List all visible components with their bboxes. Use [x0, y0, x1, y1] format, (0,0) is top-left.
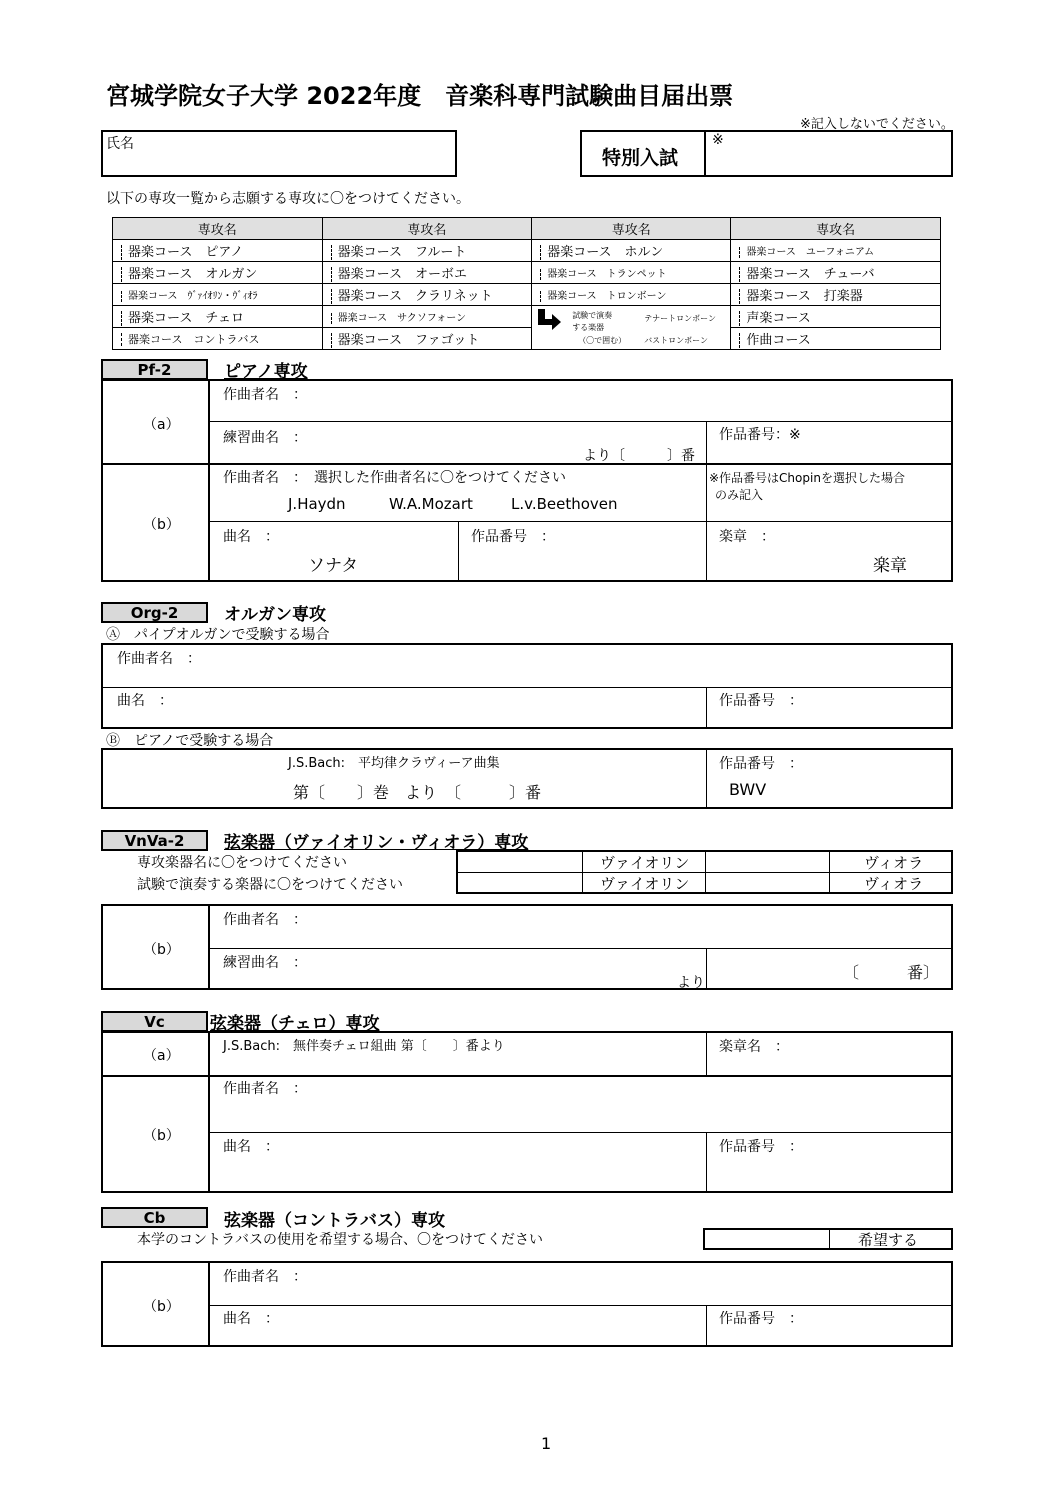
cello-composer-field[interactable]: 作曲者名 ： [223, 1081, 307, 1097]
movement-suffix: 楽章 [873, 556, 907, 576]
sonata-label: ソナタ [308, 556, 359, 576]
major-oboe[interactable]: 器楽コース オーボエ [322, 262, 532, 284]
cello-movement-field[interactable]: 楽章名 ： [719, 1039, 789, 1055]
trombone-note-3: （〇で囲む） [578, 336, 627, 345]
cello-opus-field[interactable]: 作品番号 ： [719, 1139, 803, 1155]
major-contrabass[interactable]: 器楽コース コントラバス [113, 328, 323, 350]
major-viola-option[interactable]: ヴィオラ [864, 854, 924, 872]
violin-yori: より [677, 975, 705, 991]
composer-mozart[interactable]: W.A.Mozart [389, 495, 473, 513]
bass-opus-field[interactable]: 作品番号 ： [719, 1311, 803, 1327]
violin-etude-field[interactable]: 練習曲名 ： [223, 955, 307, 971]
name-label: 氏名 [106, 136, 134, 152]
majors-table [112, 217, 941, 350]
piano-table [101, 379, 953, 582]
cello-table [101, 1031, 953, 1193]
major-euphonium[interactable]: 器楽コース ユーフォニアム [731, 240, 941, 262]
page-title: 宮城学院女子大学 2022年度 音楽科専門試験曲目届出票 [106, 82, 734, 110]
name-field[interactable] [101, 130, 457, 177]
trombone-note-2: する楽器 [572, 323, 605, 332]
major-clarinet[interactable]: 器楽コース クラリネット [322, 284, 532, 306]
organ-case-b: Ⓑ ピアノで受験する場合 [106, 733, 274, 749]
exam-viola-option[interactable]: ヴィオラ [864, 875, 924, 893]
bass-trombone-option[interactable]: バストロンボーン [644, 336, 709, 345]
major-piano[interactable]: 器楽コース ピアノ [113, 240, 323, 262]
organ-volume-field[interactable]: 第〔 〕巻 より 〔 〕番 [293, 783, 542, 802]
bass-table [101, 1261, 953, 1347]
violin-tag: VnVa-2 [101, 830, 208, 851]
header-cell: 専攻名 [113, 218, 323, 240]
organ-opus-field[interactable]: 作品番号 ： [719, 693, 803, 709]
major-percussion[interactable]: 器楽コース 打楽器 [731, 284, 941, 306]
bass-composer-field[interactable]: 作曲者名 ： [223, 1269, 307, 1285]
piano-a-label: （a） [143, 417, 180, 433]
special-exam-label: 特別入試 [602, 147, 679, 169]
major-violin-viola[interactable]: 器楽コース ｳﾞｧｲｵﾘﾝ・ｳﾞｨｵﾗ [113, 284, 323, 306]
bass-b-label: （b） [143, 1299, 180, 1315]
major-cello[interactable]: 器楽コース チェロ [113, 306, 323, 328]
exam-violin-option[interactable]: ヴァイオリン [600, 875, 690, 893]
organ-tag: Org-2 [101, 602, 208, 623]
bass-piece-field[interactable]: 曲名 ： [223, 1311, 279, 1327]
organ-bach-label: J.S.Bach: 平均律クラヴィーア曲集 [288, 756, 500, 771]
major-trumpet[interactable]: 器楽コース トランペット [532, 262, 731, 284]
instruction: 以下の専攻一覧から志願する専攻に〇をつけてください。 [106, 191, 470, 207]
major-composition[interactable]: 作曲コース [731, 328, 941, 350]
piano-section-title: ピアノ専攻 [224, 362, 308, 382]
trombone-instrument-select[interactable] [532, 306, 731, 350]
composer-haydn[interactable]: J.Haydn [288, 495, 346, 513]
piano-etude-field[interactable]: 練習曲名 ： [223, 430, 307, 446]
header-cell: 専攻名 [322, 218, 532, 240]
no-entry-note: ※記入しないでください。 [800, 117, 954, 132]
major-violin-option[interactable]: ヴァイオリン [600, 854, 690, 872]
major-bassoon[interactable]: 器楽コース ファゴット [322, 328, 532, 350]
cello-bach-field[interactable]: J.S.Bach: 無伴奏チェロ組曲 第〔 〕番より [223, 1039, 505, 1054]
piano-b-label: （b） [143, 517, 180, 533]
cello-tag: Vc [101, 1011, 208, 1032]
cello-b-label: （b） [143, 1128, 180, 1144]
major-saxophone[interactable]: 器楽コース サクソフォーン [322, 306, 532, 328]
organ-a-table [101, 643, 953, 729]
bwv-label: BWV [729, 780, 767, 799]
piano-piece-field[interactable]: 曲名 ： [223, 529, 279, 545]
piano-tag: Pf-2 [101, 359, 208, 380]
bass-section-title: 弦楽器（コントラバス）専攻 [224, 1211, 445, 1231]
major-vocal[interactable]: 声楽コース [731, 306, 941, 328]
piano-movement-field[interactable]: 楽章 ： [719, 529, 775, 545]
wish-option[interactable]: 希望する [858, 1231, 919, 1249]
bass-wish-box[interactable] [703, 1228, 953, 1250]
violin-b-label: （b） [143, 942, 180, 958]
organ-opus-b-field[interactable]: 作品番号 ： [719, 756, 803, 772]
violin-table [101, 904, 953, 990]
opus-note-1: ※作品番号はChopinを選択した場合 [709, 471, 905, 485]
header-cell: 専攻名 [532, 218, 731, 240]
bass-tag: Cb [101, 1207, 208, 1228]
organ-section-title: オルガン専攻 [224, 605, 326, 625]
special-exam-mark: ※ [712, 132, 724, 148]
violin-select-table [456, 850, 953, 894]
organ-composer-field[interactable]: 作曲者名 ： [117, 651, 201, 667]
organ-piece-field[interactable]: 曲名 ： [117, 693, 173, 709]
bass-question: 本学のコントラバスの使用を希望する場合、〇をつけてください [137, 1232, 543, 1248]
major-flute[interactable]: 器楽コース フルート [322, 240, 532, 262]
composer-beethoven[interactable]: L.v.Beethoven [511, 495, 618, 513]
trombone-note-1: 試験で演奏 [572, 311, 613, 320]
piano-composer-field[interactable]: 作曲者名 ： [223, 387, 307, 403]
special-exam-box [580, 130, 953, 177]
tenor-trombone-option[interactable]: テナートロンボーン [644, 314, 717, 323]
page-number: 1 [541, 1434, 552, 1453]
violin-q1: 専攻楽器名に〇をつけてください [137, 855, 347, 871]
violin-section-title: 弦楽器（ヴァイオリン・ヴィオラ）専攻 [224, 833, 529, 853]
violin-q2: 試験で演奏する楽器に〇をつけてください [137, 877, 403, 893]
cello-a-label: （a） [143, 1048, 180, 1064]
opus-note-2: のみ記入 [715, 488, 764, 502]
cello-section-title: 弦楽器（チェロ）専攻 [210, 1014, 380, 1034]
violin-number-field[interactable]: 〔 番〕 [843, 963, 940, 982]
cello-piece-field[interactable]: 曲名 ： [223, 1139, 279, 1155]
major-horn[interactable]: 器楽コース ホルン [532, 240, 731, 262]
arrow-down-right-icon [536, 309, 562, 331]
piano-opus-field[interactable]: 作品番号：※ [719, 427, 801, 443]
piano-composer-select-label: 作曲者名 ： 選択した作曲者名に〇をつけてください [223, 470, 566, 486]
major-trombone[interactable]: 器楽コース トロンボーン [532, 284, 731, 306]
organ-case-a: Ⓐ パイプオルガンで受験する場合 [106, 627, 330, 643]
piano-from-number: より〔 〕番 [583, 448, 695, 464]
header-cell: 専攻名 [731, 218, 941, 240]
major-organ[interactable]: 器楽コース オルガン [113, 262, 323, 284]
organ-b-table [101, 748, 953, 809]
piano-opus-b-field[interactable]: 作品番号 ： [471, 529, 555, 545]
violin-composer-field[interactable]: 作曲者名 ： [223, 912, 307, 928]
major-tuba[interactable]: 器楽コース チューバ [731, 262, 941, 284]
